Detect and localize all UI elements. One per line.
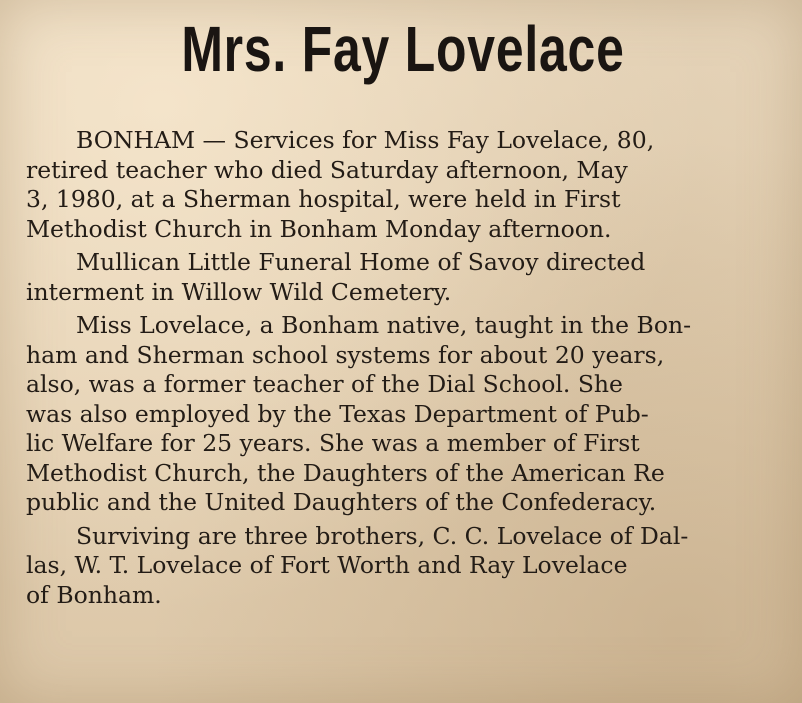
- paragraph-biography: [26, 311, 786, 518]
- text-line: Miss Lovelace, a Bonham native, taught in the Bon-: [76, 311, 692, 339]
- text-line: BONHAM — Services for Miss Fay Lovelace, 80,: [76, 126, 655, 154]
- paragraph-survivors: [26, 522, 786, 611]
- obituary-headline: Mrs. Fay Lovelace: [181, 13, 625, 85]
- text-line: Surviving are three brothers, C. C. Lovelace of Dal-: [76, 521, 689, 550]
- text-line: 3, 1980, at a Sherman hospital, were held in First: [26, 185, 621, 213]
- text-line: lic Welfare for 25 years. She was a member of First: [26, 429, 640, 457]
- text-line: las, W. T. Lovelace of Fort Worth and Ray Lovelace: [26, 551, 628, 579]
- obituary-body: [26, 126, 786, 614]
- text-line: also, was a former teacher of the Dial School. She: [26, 370, 623, 398]
- text-line: public and the United Daughters of the Confederacy.: [26, 488, 657, 516]
- text-line: retired teacher who died Saturday afternoon, May: [26, 155, 628, 184]
- text-line: was also employed by the Texas Department of Pub-: [26, 399, 649, 428]
- text-line: Methodist Church, the Daughters of the American Re: [26, 458, 665, 487]
- paragraph-funeral-home: [26, 248, 786, 307]
- text-line: ham and Sherman school systems for about 20 years,: [26, 340, 665, 369]
- text-line: of Bonham.: [26, 580, 162, 609]
- text-line: interment in Willow Wild Cemetery.: [26, 277, 452, 306]
- paragraph-services: [26, 126, 786, 244]
- text-line: Methodist Church in Bonham Monday afternoon.: [26, 214, 612, 243]
- text-line: Mullican Little Funeral Home of Savoy directed: [76, 248, 646, 276]
